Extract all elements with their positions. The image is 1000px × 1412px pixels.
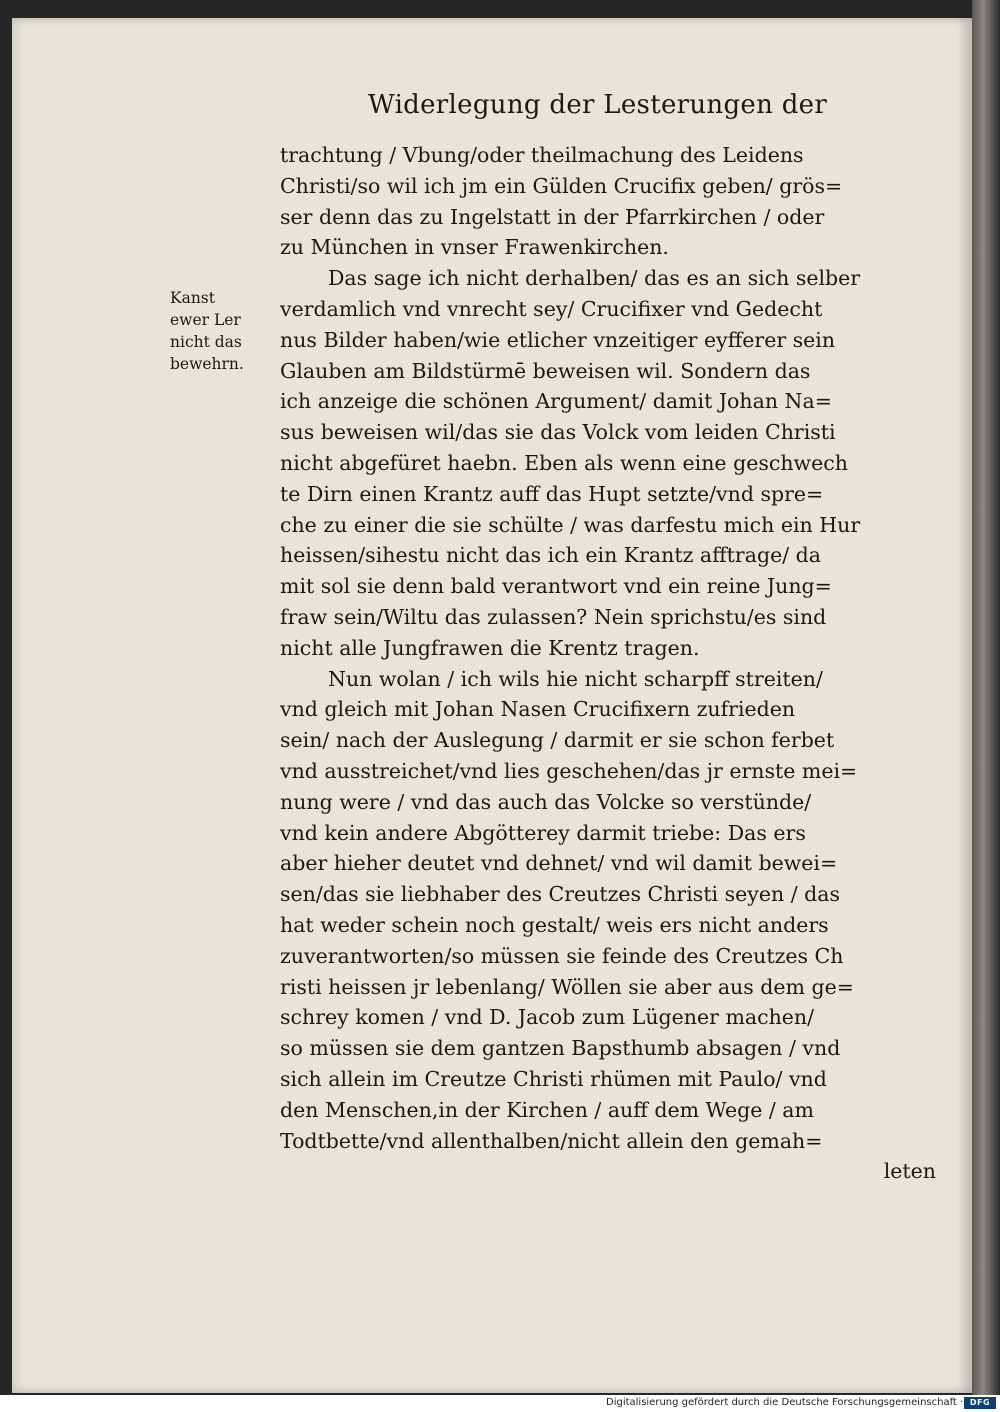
catchword: leten [883, 1159, 936, 1184]
text-line: hat weder schein noch gestalt/ weis ers nicht anders [280, 912, 829, 937]
running-head: Widerlegung der Lesterungen der [368, 90, 828, 120]
marginal-note-line: Kanst [170, 289, 215, 307]
text-line: Christi/so wil ich jm ein Gülden Crucifix geben/ grös= [280, 173, 843, 198]
text-line: nicht abgefüret haebn. Eben als wenn eine geschwech [280, 450, 848, 475]
text-line: Todtbette/vnd allenthalben/nicht allein den gemah= [280, 1128, 823, 1153]
text-line: sich allein im Creutze Christi rhümen mit Paulo/ vnd [280, 1066, 827, 1091]
marginal-note-line: nicht das [170, 333, 242, 351]
text-line: ser denn das zu Ingelstatt in der Pfarrkirchen / oder [280, 204, 825, 229]
text-line: nus Bilder haben/wie etlicher vnzeitiger eyfferer sein [280, 327, 836, 352]
body-text [280, 140, 942, 1187]
text-line: risti heissen jr lebenlang/ Wöllen sie aber aus dem ge= [280, 974, 854, 999]
dfg-logo: DFG [964, 1397, 996, 1409]
text-line: trachtung / Vbung/oder theilmachung des Leidens [280, 143, 804, 167]
text-line: nung were / vnd das auch das Volcke so verstünde/ [280, 789, 812, 814]
text-line: vnd kein andere Abgötterey darmit triebe: Das ers [280, 820, 806, 845]
text-line: vnd gleich mit Johan Nasen Crucifixern zufrieden [280, 697, 796, 722]
text-line: sus beweisen wil/das sie das Volck vom leiden Christi [280, 420, 836, 445]
text-line: zu München in vnser Frawenkirchen. [280, 235, 669, 260]
book-edge [972, 0, 1000, 1395]
text-line: Glauben am Bildstürmē beweisen wil. Sondern das [280, 358, 811, 383]
text-line: schrey komen / vnd D. Jacob zum Lügener machen/ [280, 1005, 815, 1030]
text-line: sen/das sie liebhaber des Creutzes Christi seyen / das [280, 882, 840, 907]
text-line: sein/ nach der Auslegung / darmit er sie schon ferbet [280, 728, 835, 753]
paragraph-start-line: Nun wolan / ich wils hie nicht scharpff streiten/ [328, 666, 823, 691]
text-line: ich anzeige die schönen Argument/ damit Johan Na= [280, 389, 832, 414]
text-line: mit sol sie denn bald verantwort vnd ein reine Jung= [280, 574, 832, 599]
text-line: te Dirn einen Krantz auff das Hupt setzte/vnd spre= [280, 481, 824, 506]
text-line: nicht alle Jungfrawen die Krentz tragen. [280, 635, 700, 660]
text-line: che zu einer die sie schülte / was darfestu mich ein Hur [280, 512, 861, 537]
paragraph-start-line: Das sage ich nicht derhalben/ das es an sich selber [328, 266, 861, 291]
text-line: den Menschen,in der Kirchen / auff dem Wege / am [280, 1097, 814, 1122]
marginal-note-line: bewehrn. [170, 355, 244, 373]
text-line: heissen/sihestu nicht das ich ein Krantz afftrage/ da [280, 543, 821, 568]
text-line: zuverantworten/so müssen sie feinde des Creutzes Ch [280, 943, 844, 968]
text-line: aber hieher deutet vnd dehnet/ vnd wil damit bewei= [280, 851, 838, 876]
marginal-note [170, 287, 280, 375]
text-line: so müssen sie dem gantzen Bapsthumb absagen / vnd [280, 1036, 841, 1061]
text-line: verdamlich vnd vnrecht sey/ Crucifixer vnd Gedecht [280, 296, 823, 321]
marginal-note-line: ewer Ler [170, 311, 241, 329]
text-line: vnd ausstreichet/vnd lies geschehen/das jr ernste mei= [280, 758, 858, 783]
digitization-credit: Digitalisierung gefördert durch die Deutsche Forschungsgemeinschaft · [606, 1397, 964, 1408]
text-line: fraw sein/Wiltu das zulassen? Nein sprichstu/es sind [280, 604, 827, 629]
